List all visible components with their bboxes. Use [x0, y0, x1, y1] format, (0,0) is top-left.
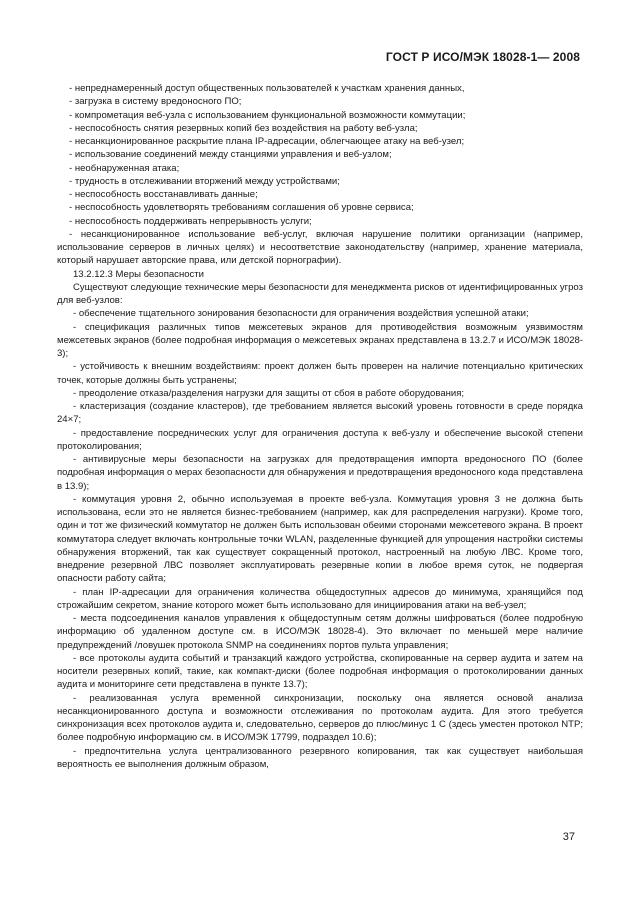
list-item: - реализованная услуга временной синхронизации, поскольку она является основой анализа несанкционированного доступа и возможности отслеживания по протоколам аудита. Для этого требуется синхронизация всех протоколов аудита и, следовательно, серверов до плюс/минус 1 С (здесь уместен протокол NTP; более подробную информацию см. в ИСО/МЭК 17799, подраздел 10.6);: [57, 692, 583, 744]
page-number: 37: [562, 831, 575, 843]
list-item: - использование соединений между станциями управления и веб-узлом;: [69, 149, 392, 161]
list-item: - устойчивость к внешним воздействиям: проект должен быть проверен на наличие потенциально критических точек, которые должны быть устранены;: [57, 361, 583, 386]
list-item: - места подсоединения каналов управления к общедоступным сетям должны шифроваться (более подробную информацию об удаленном доступе см. в ИСО/МЭК 18028-4). Это включает по меньшей мере наличие предупреждений /ловушек протокола SNMP на соединениях портов пульта управления;: [57, 613, 583, 651]
list-item: - необнаруженная атака;: [69, 162, 180, 174]
list-item: - несанкционированное использование веб-услуг, включая нарушение политики организации (например, использование серверов в личных целях) и несоответствие законодательству (например, хранение материала, который нарушает авторские права, или детской порнографии).: [57, 228, 583, 267]
list-item: - все протоколы аудита событий и транзакций каждого устройства, скопированные на сервер аудита и затем на носители резервных копий, такие, как компакт-диски (более подробная информация о протоколировании данных аудита и мониторинге сети представлена в пункте 13.7);: [57, 652, 583, 691]
list-item: - неспособность снятия резервных копий без воздействия на работу веб-узла;: [69, 122, 418, 134]
list-item: - предоставление посреднических услуг для ограничения доступа к веб-узлу и обеспечение высокой степени протоколирования;: [57, 427, 583, 452]
list-item: - загрузка в систему вредоносного ПО;: [69, 96, 242, 108]
list-item: - трудность в отслеживании вторжений между устройствами;: [69, 175, 340, 187]
body-text: [57, 82, 583, 771]
list-item: - спецификация различных типов межсетевых экранов для противодействия возможным уязвимостям межсетевых экранов (более подробная информация о межсетевых экранах представлена в 13.2.7 и ИСО/МЭК 18028-3);: [57, 321, 583, 359]
section-heading: 13.2.12.3 Меры безопасности: [73, 268, 205, 280]
list-item: - несанкционированное раскрытие плана IP-адресации, облегчающее атаку на веб-узел;: [69, 136, 465, 147]
list-item: - компрометация веб-узла с использованием функциональной возможности коммутации;: [69, 109, 466, 121]
list-item: - преодоление отказа/разделения нагрузки для защиты от сбоя в работе оборудования;: [73, 387, 465, 399]
list-item: - непреднамеренный доступ общественных пользователей к участкам хранения данных,: [69, 83, 465, 94]
list-item: - кластеризация (создание кластеров), где требованием является высокий уровень готовности в среде порядка 24×7;: [57, 401, 583, 426]
page-header-standard-title: ГОСТ Р ИСО/МЭК 18028-1— 2008: [385, 50, 580, 64]
list-item: - неспособность поддерживать непрерывность услуги;: [69, 215, 312, 227]
paragraph: Существуют следующие технические меры безопасности для менеджмента рисков от идентифицированных угроз для веб-узлов:: [57, 281, 583, 306]
list-item: - неспособность восстанавливать данные;: [69, 189, 258, 200]
list-item: - неспособность удовлетворять требованиям соглашения об уровне сервиса;: [69, 202, 414, 214]
list-item: - коммутация уровня 2, обычно используемая в проекте веб-узла. Коммутация уровня 3 не должна быть использована, если это не является бизнес-требованием (например, как для распределения нагрузки). Кроме того, один и тот же физический коммутатор не должен быть использован обеими сторонами межсетевого экрана. В проект коммутатора следует включать контрольные точки WLAN, разделенные функцией для упрощения настройки системы обнаружения вторжений, так как существует сокращенный протокол, настроенный на любую ЛВС. Кроме того, внедрение резервной ЛВС позволяет эксплуатировать резервные копии в любое время суток, не подвергая опасности работу сайта;: [57, 493, 583, 585]
list-item: - обеспечение тщательного зонирования безопасности для ограничения воздействия успешной атаки;: [73, 308, 529, 320]
list-item: - предпочтительна услуга централизованного резервного копирования, так как существует наибольшая вероятность ее выполнения должным образом,: [57, 745, 583, 770]
list-item: - план IP-адресации для ограничения количества общедоступных адресов до минимума, хранящийся под строжайшим секретом, знание которого может быть использовано для инициирования атаки на веб-узел;: [57, 586, 583, 611]
list-item: - антивирусные меры безопасности на загрузках для предотвращения импорта вредоносного ПО (более подробная информация о мерах безопасности для обнаружения и предотвращения вредоносного кода представлена в 13.9);: [57, 454, 583, 492]
